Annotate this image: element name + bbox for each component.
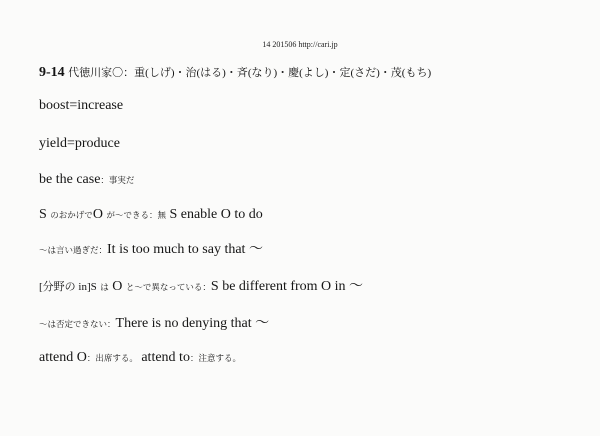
vocab-line-yield: yield=produce — [39, 136, 120, 151]
vocab-line-boost: boost=increase — [39, 98, 124, 113]
title-text: 代徳川家〇：重(しげ)・治(はる)・斉(なり)・慶(よし)・定(さだ)・茂(もち) — [68, 67, 432, 79]
page-header: 14 201506 http://cari.jp — [262, 40, 338, 49]
japanese-text: ：出席する。 — [86, 353, 138, 363]
english-text: There is no denying that 〜 — [115, 316, 270, 331]
english-text: S be different from O in 〜 — [210, 279, 364, 294]
english-text: It is too much to say that 〜 — [107, 242, 263, 257]
english-text: be the case — [39, 172, 101, 187]
japanese-text: が〜できる：無 — [106, 210, 166, 220]
english-text: attend O — [39, 350, 87, 365]
japanese-text: 〜は言い過ぎだ： — [39, 245, 108, 255]
japanese-text: ：事実だ — [100, 175, 135, 185]
english-text: attend to — [141, 350, 190, 365]
japanese-text: は — [100, 282, 109, 292]
english-text: S enable O to do — [169, 207, 263, 222]
vocab-line-too-much — [39, 242, 263, 258]
title-line — [39, 65, 431, 81]
english-text: O — [112, 279, 123, 294]
japanese-text: 〜は否定できない： — [39, 319, 116, 329]
english-text: O — [92, 207, 103, 222]
vocab-line-attend — [39, 350, 241, 366]
japanese-text: ：注意する。 — [189, 353, 241, 363]
section-number: 9-14 — [39, 65, 65, 80]
japanese-text: のおかげで — [50, 210, 93, 220]
japanese-text: と〜で異なっている： — [125, 282, 211, 292]
vocab-line-be-the-case — [39, 172, 134, 188]
vocab-line-denying — [39, 316, 269, 332]
vocab-line-different — [39, 279, 363, 295]
japanese-text: [分野の in]S — [39, 281, 97, 293]
english-text: S — [39, 207, 47, 222]
vocab-line-enable — [39, 207, 263, 223]
